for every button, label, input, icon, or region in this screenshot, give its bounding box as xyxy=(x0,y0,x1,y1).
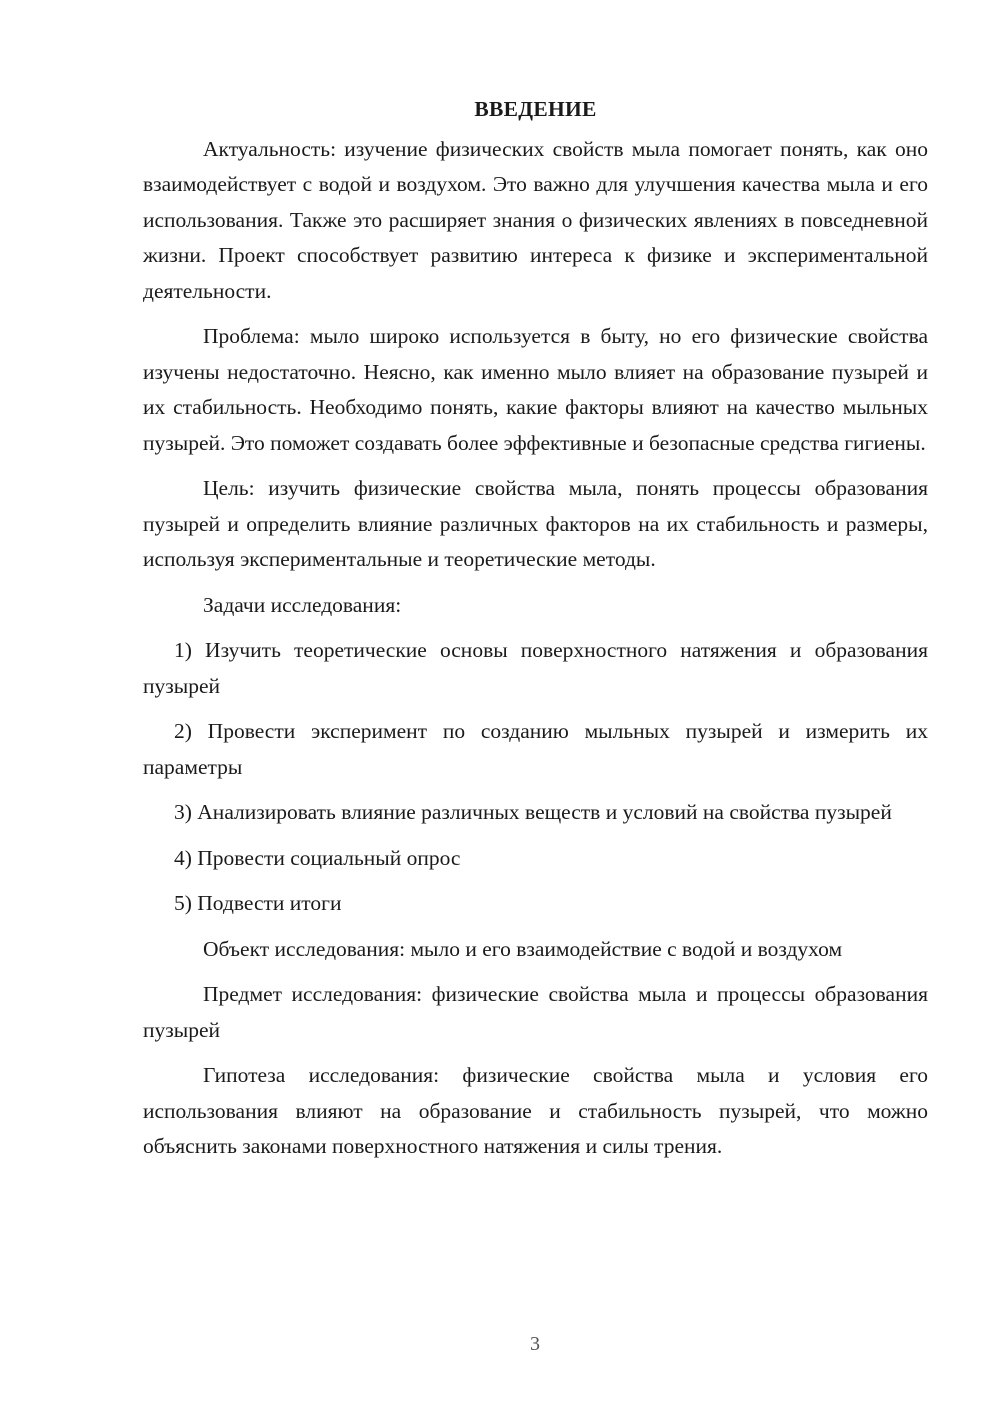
task-item-2: 2) Провести эксперимент по созданию мыльных пузырей и измерить их параметры xyxy=(143,719,928,779)
subject-paragraph: Предмет исследования: физические свойства мыла и процессы образования пузырей xyxy=(143,982,928,1042)
page-title: ВВЕДЕНИЕ xyxy=(474,97,597,121)
goal-paragraph: Цель: изучить физические свойства мыла, понять процессы образования пузырей и определить влияние различных факторов на их стабильность и размеры, используя экспериментальные и теоретические методы. xyxy=(143,476,928,571)
object-paragraph: Объект исследования: мыло и его взаимодействие с водой и воздухом xyxy=(203,936,843,961)
hypothesis-paragraph: Гипотеза исследования: физические свойства мыла и условия его использования влияют на образование и стабильность пузырей, что можно объяснить законами поверхностного натяжения и силы трения. xyxy=(143,1063,928,1158)
problem-paragraph: Проблема: мыло широко используется в быту, но его физические свойства изучены недостаточно. Неясно, как именно мыло влияет на образование пузырей и их стабильность. Необходимо понять, какие факторы влияют на качество мыльных пузырей. Это поможет создавать более эффективные и безопасные средства гигиены. xyxy=(143,324,928,455)
task-item-3: 3) Анализировать влияние различных веществ и условий на свойства пузырей xyxy=(174,800,892,824)
task-item-1: 1) Изучить теоретические основы поверхностного натяжения и образования пузырей xyxy=(143,638,928,698)
tasks-heading: Задачи исследования: xyxy=(203,592,402,617)
document-page xyxy=(143,92,928,1175)
page-number: 3 xyxy=(530,1333,540,1355)
task-item-5: 5) Подвести итоги xyxy=(174,891,342,915)
task-item-4: 4) Провести социальный опрос xyxy=(174,845,461,870)
relevance-paragraph: Актуальность: изучение физических свойств мыла помогает понять, как оно взаимодействует с водой и воздухом. Это важно для улучшения качества мыла и его использования. Также это расширяет знания о физических явлениях в повседневной жизни. Проект способствует развитию интереса к физике и экспериментальной деятельности. xyxy=(143,136,928,303)
